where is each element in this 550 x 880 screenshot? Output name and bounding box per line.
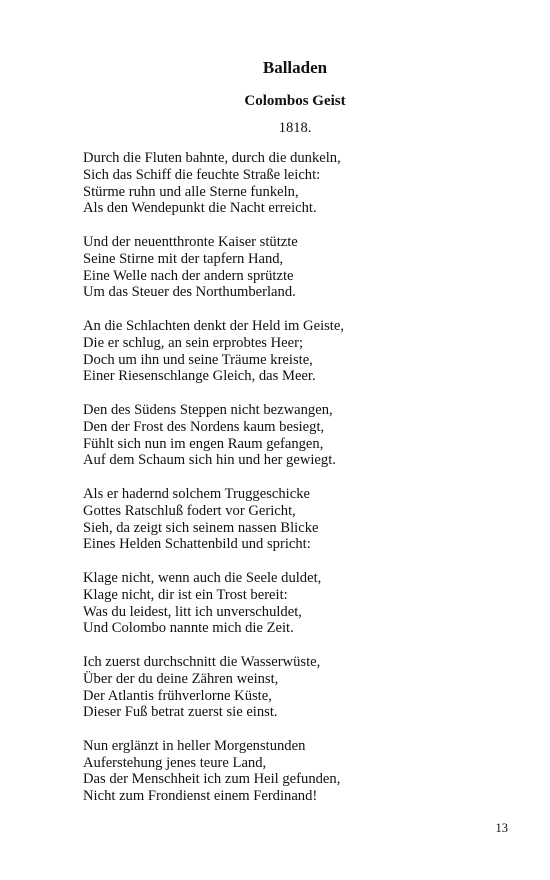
verse-line: Dieser Fuß betrat zuerst sie einst.	[83, 704, 278, 721]
poem-year: 1818.	[278, 120, 312, 136]
stanza-5	[83, 486, 513, 553]
verse-line: Was du leidest, litt ich unverschuldet,	[83, 603, 302, 620]
verse-line: Eine Welle nach der andern sprützte	[83, 267, 294, 284]
verse-line: Durch die Fluten bahnte, durch die dunkeln,	[83, 150, 341, 166]
verse-line: Als er hadernd solchem Truggeschicke	[83, 485, 310, 502]
verse-line: Auf dem Schaum sich hin und her gewiegt.	[83, 452, 336, 469]
verse-line: Über der du deine Zähren weinst,	[83, 670, 279, 687]
verse-line: Klage nicht, dir ist ein Trost bereit:	[83, 586, 288, 603]
stanza-3	[83, 318, 513, 385]
stanza-6	[83, 570, 513, 637]
verse-line: Und Colombo nannte mich die Zeit.	[83, 620, 294, 637]
verse-line: Seine Stirne mit der tapfern Hand,	[83, 250, 284, 267]
verse-line: Und der neuentthronte Kaiser stützte	[83, 233, 298, 250]
stanza-4	[83, 402, 513, 469]
verse-line: Klage nicht, wenn auch die Seele duldet,	[83, 569, 322, 586]
verse-line: Den des Südens Steppen nicht bezwangen,	[83, 401, 333, 418]
stanza-2	[83, 234, 513, 301]
stanza-1	[83, 150, 513, 217]
verse-line: Sich das Schiff die feuchte Straße leicht:	[83, 166, 321, 183]
verse-line: Fühlt sich nun im engen Raum gefangen,	[83, 435, 324, 452]
poem-title: Colombos Geist	[244, 93, 346, 109]
verse-line: Als den Wendepunkt die Nacht erreicht.	[83, 200, 317, 217]
verse-line: Einer Riesenschlange Gleich, das Meer.	[83, 368, 316, 385]
verse-line: Das der Menschheit ich zum Heil gefunden,	[83, 771, 341, 788]
verse-line: Die er schlug, an sein erprobtes Heer;	[83, 334, 304, 351]
poem-body	[83, 150, 513, 805]
verse-line: Der Atlantis frühverlorne Küste,	[83, 687, 272, 704]
stanza-8	[83, 738, 513, 805]
section-title: Balladen	[262, 58, 328, 77]
verse-line: Stürme ruhn und alle Sterne funkeln,	[83, 183, 299, 200]
verse-line: Sieh, da zeigt sich seinem nassen Blicke	[83, 519, 319, 536]
verse-line: Nun erglänzt in heller Morgenstunden	[83, 737, 306, 754]
verse-line: Den der Frost des Nordens kaum besiegt,	[83, 418, 325, 435]
verse-line: Ich zuerst durchschnitt die Wasserwüste,	[83, 653, 321, 670]
stanza-7	[83, 654, 513, 721]
verse-line: An die Schlachten denkt der Held im Geiste,	[83, 317, 344, 334]
verse-line: Um das Steuer des Northumberland.	[83, 284, 296, 301]
verse-line: Eines Helden Schattenbild und spricht:	[83, 536, 311, 553]
verse-line: Doch um ihn und seine Träume kreiste,	[83, 351, 313, 368]
page-number: 13	[495, 821, 508, 835]
verse-line: Nicht zum Frondienst einem Ferdinand!	[83, 788, 318, 805]
verse-line: Auferstehung jenes teure Land,	[83, 754, 267, 771]
verse-line: Gottes Ratschluß fodert vor Gericht,	[83, 502, 296, 519]
